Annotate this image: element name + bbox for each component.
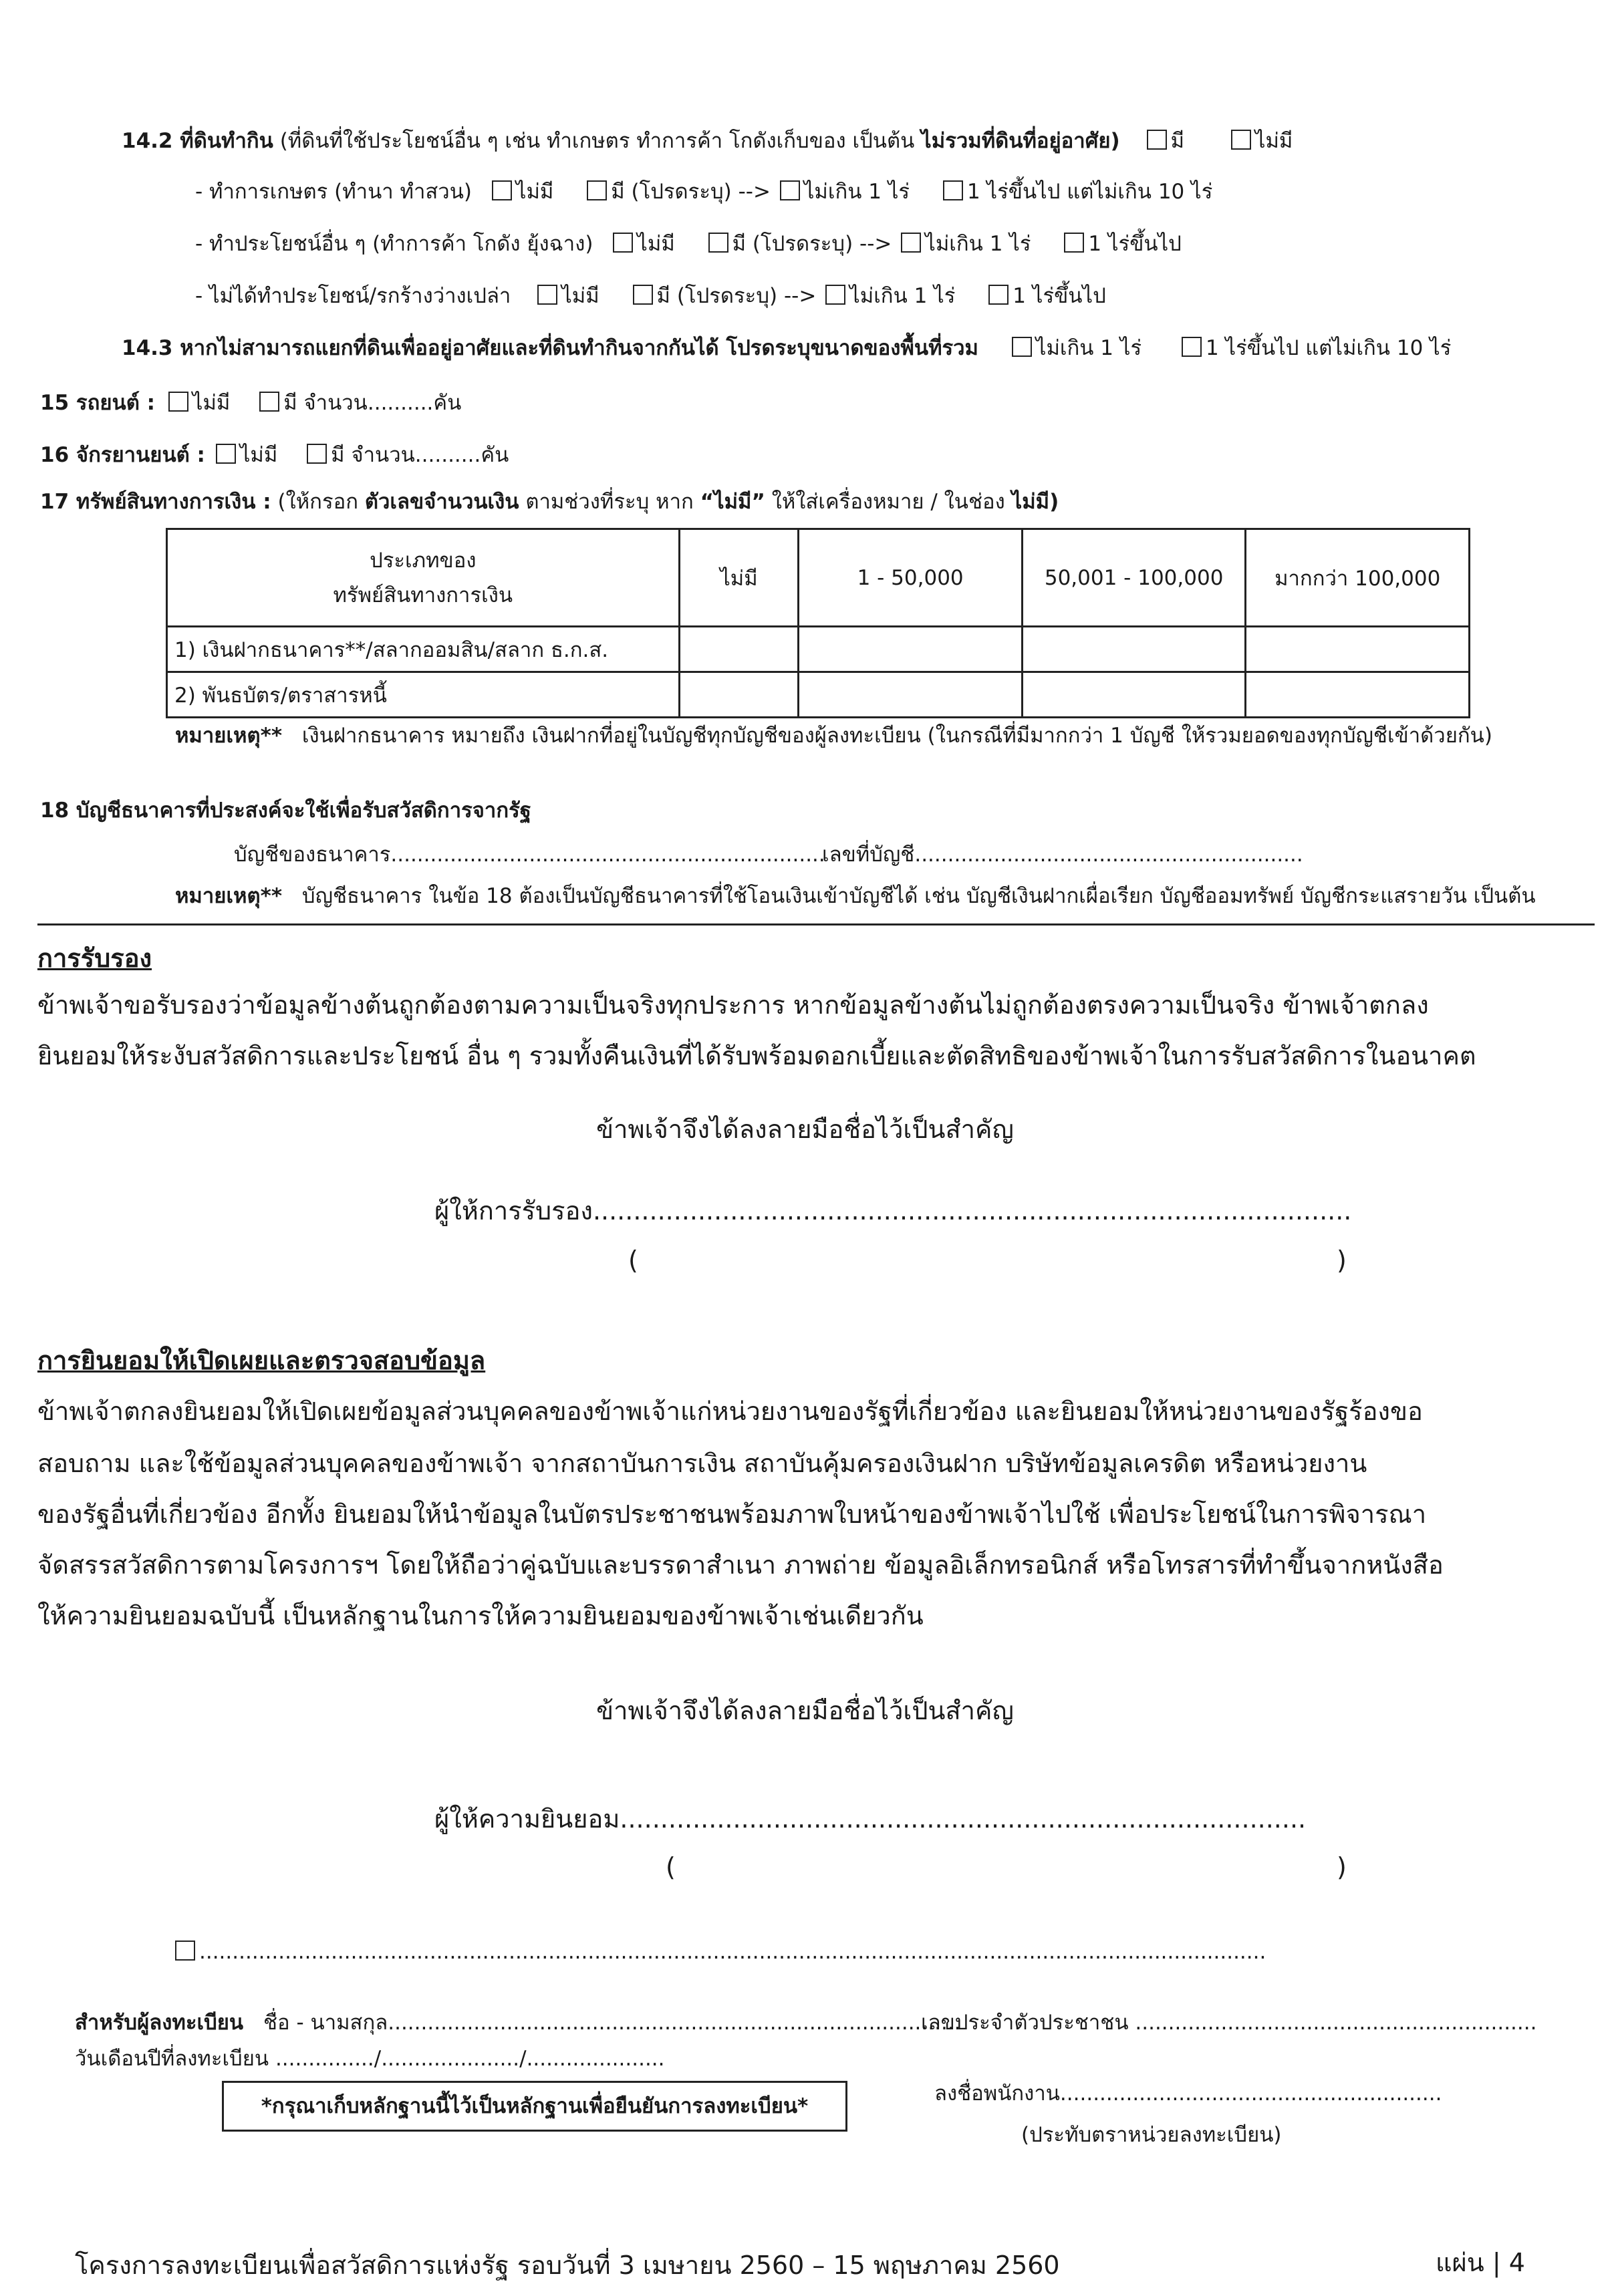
q18-account-field[interactable]: เลขที่บัญชี...........................................................: [822, 843, 1303, 867]
col-header-range3: มากกว่า 100,000: [1246, 529, 1470, 627]
note-label: หมายเหตุ**: [175, 884, 283, 908]
cell-range1[interactable]: [799, 672, 1023, 718]
q15: [40, 389, 461, 417]
col-header-range1: 1 - 50,000: [799, 529, 1023, 627]
note-text: เงินฝากธนาคาร หมายถึง เงินฝากที่อยู่ในบัญชีทุกบัญชีของผู้ลงทะเบียน (ในกรณีที่มีมากกว่า 1 บัญชี ให้รวมยอดของทุกบัญชีเข้าด้วยกัน): [301, 724, 1492, 748]
opt-label: มี (โปรดระบุ) -->: [611, 180, 771, 204]
consent-paren-open: (: [666, 1852, 676, 1882]
header-line: ประเภทของ: [370, 548, 477, 573]
row-label: - ไม่ได้ทำประโยชน์/รกร้างว่างเปล่า: [195, 284, 511, 308]
stamp-note: (ประทับตราหน่วยลงทะเบียน): [1021, 2123, 1282, 2147]
col-header-type: [167, 529, 680, 627]
q17-title: 17 ทรัพย์สินทางการเงิน :: [40, 490, 271, 514]
table-row: [167, 627, 1470, 672]
consent-paragraph-line: ของรัฐอื่นที่เกี่ยวข้อง อีกทั้ง ยินยอมให้นำข้อมูลในบัตรประชาชนพร้อมภาพใบหน้าของข้าพเจ้าไปใช้ เพื่อประโยชน์ในการพิจารณา: [37, 1499, 1427, 1529]
table-row: [167, 672, 1470, 718]
opt-label: 1 ไร่ขึ้นไป แต่ไม่เกิน 10 ไร่: [1205, 336, 1452, 360]
certify-heading: การรับรอง: [37, 944, 152, 973]
unused-b-checkbox[interactable]: [988, 285, 1009, 305]
consent-paren-close: ): [1337, 1852, 1347, 1882]
other-b-checkbox[interactable]: [1064, 233, 1084, 253]
cut-checkbox[interactable]: [175, 1941, 195, 1961]
opt-label: ไม่มี: [515, 180, 554, 204]
other-a-checkbox[interactable]: [901, 233, 921, 253]
note-label: หมายเหตุ**: [175, 724, 283, 748]
q18-title: [40, 797, 531, 825]
opt-label: ไม่มี: [561, 284, 599, 308]
q14-3-text: 14.3 หากไม่สามารถแยกที่ดินเพื่ออยู่อาศัยและที่ดินทำกินจากกันได้ โปรดระบุขนาดของพื้นที่รวม: [122, 336, 978, 360]
opt-label: ไม่เกิน 1 ไร่: [925, 232, 1031, 256]
opt-label: ไม่มี: [637, 232, 675, 256]
unused-yes-checkbox[interactable]: [633, 285, 653, 305]
cut-line: [175, 1938, 1266, 1966]
q14-2-desc: (ที่ดินที่ใช้ประโยชน์อื่น ๆ เช่น ทำเกษตร ทำการค้า โกดังเก็บของ เป็นต้น: [279, 129, 915, 153]
registrant-name-row: [75, 2009, 961, 2037]
cell-range2[interactable]: [1022, 627, 1246, 672]
opt-label: มี (โปรดระบุ) -->: [732, 232, 892, 256]
q16-label: 16 จักรยานยนต์ :: [40, 443, 205, 467]
q14-3: [122, 334, 1451, 362]
q14-2-title: 14.2 ที่ดินทำกิน: [122, 129, 273, 153]
q17-note: [175, 722, 1492, 750]
agri-b-checkbox[interactable]: [943, 180, 963, 200]
q16: [40, 441, 509, 469]
consent-sign-note: ข้าพเจ้าจึงได้ลงลายมือชื่อไว้เป็นสำคัญ: [596, 1696, 1014, 1725]
q14-2-heading: [122, 127, 1293, 155]
q14-2-no-label: ไม่มี: [1254, 129, 1293, 153]
consent-paragraph-line: ให้ความยินยอมฉบับนี้ เป็นหลักฐานในการให้ความยินยอมของข้าพเจ้าเช่นเดียวกัน: [37, 1601, 924, 1630]
consent-paragraph-line: จัดสรรสวัสดิการตามโครงการฯ โดยให้ถือว่าคู่ฉบับและบรรดาสำเนา ภาพถ่าย ข้อมูลอิเล็กทรอนิกส์ หรือโทรสารที่ทำขึ้นจากหนังสือ: [37, 1550, 1444, 1580]
certify-paragraph-line: ข้าพเจ้าขอรับรองว่าข้อมูลข้างต้นถูกต้องตามความเป็นจริงทุกประการ หากข้อมูลข้างต้นไม่ถูกต้องตรงความเป็นจริง ข้าพเจ้าตกลง: [37, 990, 1429, 1020]
q14-2-yes-label: มี: [1170, 129, 1184, 153]
q14-2-yes-checkbox[interactable]: [1147, 130, 1167, 150]
opt-label: มี (โปรดระบุ) -->: [656, 284, 817, 308]
certify-paren-open: (: [628, 1246, 638, 1275]
q14-2-row-unused: [195, 282, 1106, 310]
row-label-bonds: 2) พันธบัตร/ตราสารหนี้: [167, 672, 680, 718]
certify-signer-field[interactable]: ผู้ให้การรับรอง..............................................................................................: [434, 1196, 1352, 1226]
cut-dots: ..................................................................................................................................................................: [199, 1940, 1266, 1964]
staff-signature-field[interactable]: ลงชื่อพนักงาน..........................................................: [934, 2082, 1442, 2106]
cell-range3[interactable]: [1246, 672, 1470, 718]
unused-no-checkbox[interactable]: [537, 285, 557, 305]
agri-no-checkbox[interactable]: [492, 180, 512, 200]
divider: [37, 923, 1595, 925]
q14-3-a-checkbox[interactable]: [1012, 337, 1032, 357]
consent-paragraph-line: ข้าพเจ้าตกลงยินยอมให้เปิดเผยข้อมูลส่วนบุคคลของข้าพเจ้าแก่หน่วยงานของรัฐที่เกี่ยวข้อง และยินยอมให้หน่วยงานของรัฐร้องขอ: [37, 1397, 1423, 1426]
q18-note: [175, 882, 1536, 910]
row-label: - ทำประโยชน์อื่น ๆ (ทำการค้า โกดัง ยุ้งฉาง): [195, 232, 593, 256]
registration-date-field[interactable]: วันเดือนปีที่ลงทะเบียน .............../...................../.....................: [75, 2047, 665, 2071]
opt-label: ไม่เกิน 1 ไร่: [1035, 336, 1142, 360]
q18-bank-field[interactable]: บัญชีของธนาคาร..................................................................: [234, 843, 825, 867]
footer-project: โครงการลงทะเบียนเพื่อสวัสดิการแห่งรัฐ รอบวันที่ 3 เมษายน 2560 – 15 พฤษภาคม 2560: [75, 2251, 1060, 2280]
q14-2-no-checkbox[interactable]: [1231, 130, 1251, 150]
q18-title-text: 18 บัญชีธนาคารที่ประสงค์จะใช้เพื่อรับสวัสดิการจากรัฐ: [40, 799, 531, 823]
agri-a-checkbox[interactable]: [780, 180, 800, 200]
table-header-row: [167, 529, 1470, 627]
q14-3-b-checkbox[interactable]: [1182, 337, 1202, 357]
opt-label: มี จำนวน..........คัน: [331, 443, 509, 467]
consent-paragraph-line: สอบถาม และใช้ข้อมูลส่วนบุคคลของข้าพเจ้า จากสถาบันการเงิน สถาบันคุ้มครองเงินฝาก บริษัทข้อมูลเครดิต หรือหน่วยงาน: [37, 1449, 1367, 1478]
col-header-range2: 50,001 - 100,000: [1022, 529, 1246, 627]
q15-label: 15 รถยนต์ :: [40, 391, 156, 415]
other-yes-checkbox[interactable]: [708, 233, 728, 253]
opt-label: ไม่มี: [239, 443, 278, 467]
q17-instr: ตามช่วงที่ระบุ หาก: [525, 490, 694, 514]
unused-a-checkbox[interactable]: [825, 285, 845, 305]
certify-paren-close: ): [1337, 1246, 1347, 1275]
other-no-checkbox[interactable]: [613, 233, 633, 253]
q14-2-excl: ไม่รวมที่ดินที่อยู่อาศัย): [921, 129, 1120, 153]
row-label: - ทำการเกษตร (ทำนา ทำสวน): [195, 180, 472, 204]
certify-paragraph-line: ยินยอมให้ระงับสวัสดิการและประโยชน์ อื่น ๆ รวมทั้งคืนเงินที่ได้รับพร้อมดอกเบี้ยและตัดสิทธิของข้าพเจ้าในการรับสวัสดิการในอนาคต: [37, 1041, 1476, 1070]
row-label-deposit: 1) เงินฝากธนาคาร**/สลากออมสิน/สลาก ธ.ก.ส.: [167, 627, 680, 672]
opt-label: ไม่เกิน 1 ไร่: [849, 284, 956, 308]
cell-range1[interactable]: [799, 627, 1023, 672]
cell-none[interactable]: [679, 627, 799, 672]
q14-2-row-agri: [195, 178, 1212, 206]
opt-label: ไม่เกิน 1 ไร่: [803, 180, 910, 204]
q14-2-row-other: [195, 230, 1182, 258]
q16-yes-checkbox[interactable]: [307, 444, 327, 464]
q17-instr-quote: “ไม่มี”: [700, 490, 765, 514]
opt-label: ไม่มี: [192, 391, 231, 415]
opt-label: มี จำนวน..........คัน: [283, 391, 462, 415]
q17-instr-end: ไม่มี): [1011, 490, 1059, 514]
consent-heading: การยินยอมให้เปิดเผยและตรวจสอบข้อมูล: [37, 1346, 486, 1375]
keep-evidence-notice: *กรุณาเก็บหลักฐานนี้ไว้เป็นหลักฐานเพื่อยืนยันการลงทะเบียน*: [222, 2081, 847, 2132]
header-line: ทรัพย์สินทางการเงิน: [333, 583, 513, 607]
q15-yes-checkbox[interactable]: [259, 392, 279, 412]
col-header-none: ไม่มี: [679, 529, 799, 627]
cell-range3[interactable]: [1246, 627, 1470, 672]
opt-label: 1 ไร่ขึ้นไป: [1088, 232, 1182, 256]
q17-instr: (ให้กรอก: [277, 490, 358, 514]
for-registrant-label: สำหรับผู้ลงทะเบียน: [75, 2011, 244, 2035]
financial-assets-table: [166, 528, 1470, 718]
footer-page-number: แผ่น | 4: [1436, 2248, 1525, 2277]
note-text: บัญชีธนาคาร ในข้อ 18 ต้องเป็นบัญชีธนาคารที่ใช้โอนเงินเข้าบัญชีได้ เช่น บัญชีเงินฝากเผื่อเรียก บัญชีออมทรัพย์ บัญชีกระแสรายวัน เป็นต้น: [301, 884, 1536, 908]
q17-instr-bold: ตัวเลขจำนวนเงิน: [364, 490, 519, 514]
registrant-name-field[interactable]: ชื่อ - นามสกุล.......................................................................................: [263, 2011, 961, 2035]
opt-label: 1 ไร่ขึ้นไป: [1013, 284, 1106, 308]
certify-sign-note: ข้าพเจ้าจึงได้ลงลายมือชื่อไว้เป็นสำคัญ: [596, 1115, 1014, 1144]
q17-instr: ให้ใส่เครื่องหมาย / ในช่อง: [771, 490, 1005, 514]
registrant-id-field[interactable]: เลขประจำตัวประชาชน .............................................................: [921, 2011, 1537, 2035]
q15-no-checkbox[interactable]: [168, 392, 188, 412]
consent-signer-field[interactable]: ผู้ให้ความยินยอม.....................................................................................: [434, 1804, 1307, 1834]
q17-heading: [40, 488, 1059, 516]
agri-yes-checkbox[interactable]: [587, 180, 607, 200]
opt-label: 1 ไร่ขึ้นไป แต่ไม่เกิน 10 ไร่: [966, 180, 1213, 204]
cell-none[interactable]: [679, 672, 799, 718]
cell-range2[interactable]: [1022, 672, 1246, 718]
q16-no-checkbox[interactable]: [216, 444, 236, 464]
